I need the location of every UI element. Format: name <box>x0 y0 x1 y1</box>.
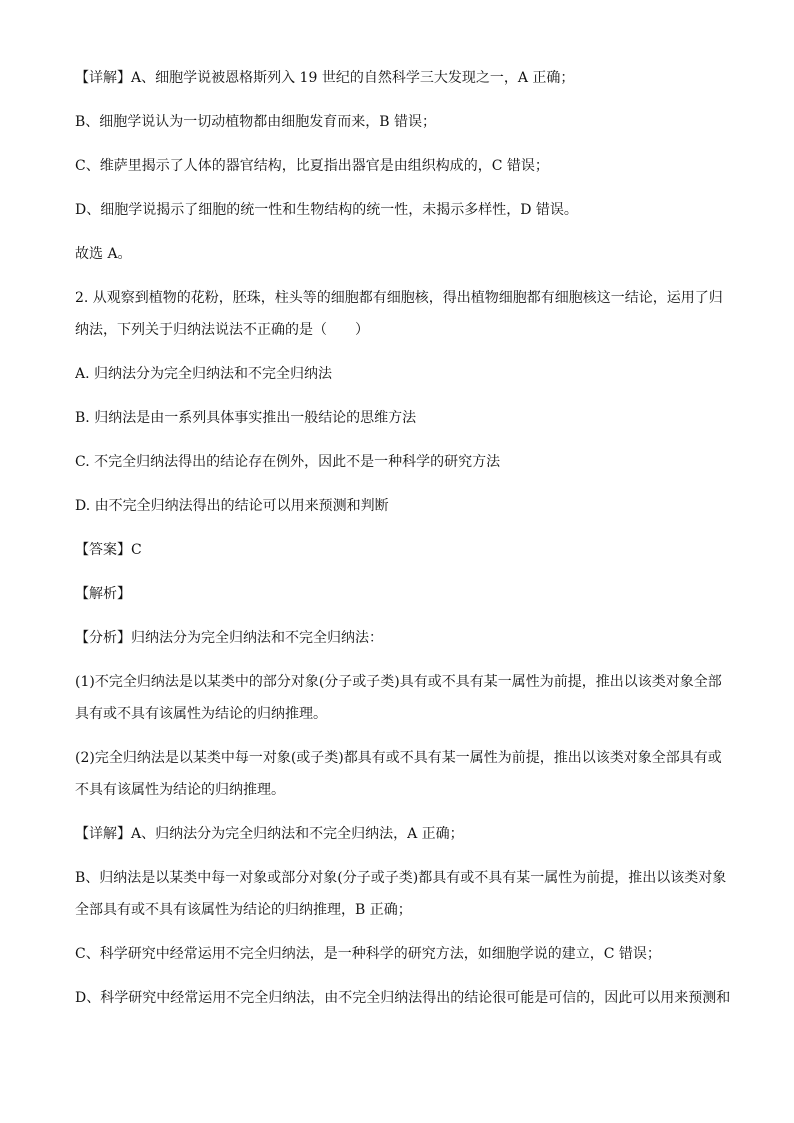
explain-b-line-2: 全部具有或不具有该属性为结论的归纳推理，B 正确； <box>75 902 412 918</box>
analysis-heading: 【解析】 <box>75 586 131 602</box>
point-2-line-1: (2)完全归纳法是以某类中每一对象(或子类)都具有或不具有某一属性为前提，推出以该类对象全部具有或 <box>75 750 722 766</box>
point-1-line-1: (1)不完全归纳法是以某类中的部分对象(分子或子类)具有或不具有某一属性为前提，推出以该类对象全部 <box>75 674 722 690</box>
explain-a: 【详解】A、归纳法分为完全归纳法和不完全归纳法，A 正确； <box>75 826 464 842</box>
option-a: A. 归纳法分为完全归纳法和不完全归纳法 <box>75 366 333 382</box>
option-d: D. 由不完全归纳法得出的结论可以用来预测和判断 <box>75 498 389 514</box>
choice-conclusion: 故选 A。 <box>75 246 132 262</box>
detail-line-b: B、细胞学说认为一切动植物都由细胞发育而来，B 错误； <box>75 114 437 130</box>
detail-line-c: C、维萨里揭示了人体的器官结构，比夏指出器官是由组织构成的，C 错误； <box>75 158 549 174</box>
explain-c: C、科学研究中经常运用不完全归纳法，是一种科学的研究方法，如细胞学说的建立，C 错误； <box>75 946 661 962</box>
option-b: B. 归纳法是由一系列具体事实推出一般结论的思维方法 <box>75 410 417 426</box>
detail-line-d: D、细胞学说揭示了细胞的统一性和生物结构的统一性，未揭示多样性，D 错误。 <box>75 202 578 218</box>
point-2-line-2: 不具有该属性为结论的归纳推理。 <box>75 782 285 798</box>
answer-line: 【答案】C <box>75 542 142 558</box>
option-c: C. 不完全归纳法得出的结论存在例外，因此不是一种科学的研究方法 <box>75 454 501 470</box>
question-stem-line-2: 纳法，下列关于归纳法说法不正确的是（ ） <box>75 322 369 338</box>
detail-line-a: 【详解】A、细胞学说被恩格斯列入 19 世纪的自然科学三大发现之一，A 正确； <box>75 70 575 86</box>
question-stem-line-1: 2. 从观察到植物的花粉，胚珠，柱头等的细胞都有细胞核，得出植物细胞都有细胞核这一结论，运用了归 <box>75 290 723 306</box>
point-1-line-2: 具有或不具有该属性为结论的归纳推理。 <box>75 706 327 722</box>
analysis-intro: 【分析】归纳法分为完全归纳法和不完全归纳法： <box>75 630 383 646</box>
explain-b-line-1: B、归纳法是以某类中每一对象或部分对象(分子或子类)都具有或不具有某一属性为前提，推出以该类对象 <box>75 870 727 886</box>
explain-d: D、科学研究中经常运用不完全归纳法，由不完全归纳法得出的结论很可能是可信的，因此可以用来预测和 <box>75 990 731 1006</box>
